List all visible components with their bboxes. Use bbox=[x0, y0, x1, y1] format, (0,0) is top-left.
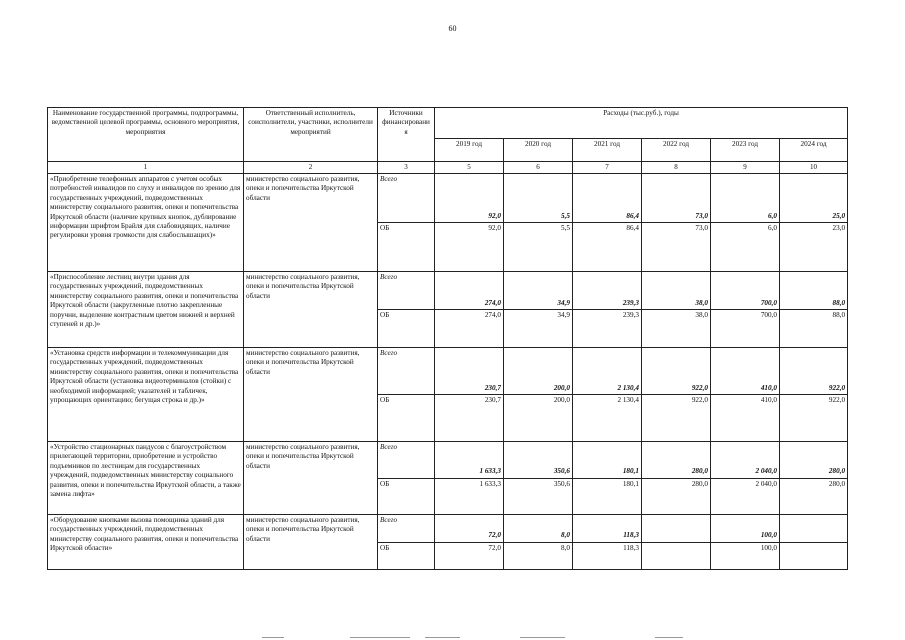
header-year: 2019 год bbox=[435, 139, 504, 162]
program-name: «Установка средств информации и телекоммуникации для государственных учреждений, подведомственных министерству социального развития, опеки и попечительства Иркутской области (установка видеотерминалов (стойки) с необходимой информацией; указателей и табличек, упрощающих ориентацию; бегущая строка и др.)» bbox=[48, 348, 244, 442]
ob-value: 2 040,0 bbox=[711, 478, 780, 515]
ob-value: 92,0 bbox=[435, 223, 504, 272]
total-value: 239,3 bbox=[573, 272, 642, 310]
ob-value bbox=[780, 542, 848, 570]
ob-value: 922,0 bbox=[642, 395, 711, 442]
source-total-label: Всего bbox=[378, 442, 435, 479]
total-value: 25,0 bbox=[780, 174, 848, 223]
total-value: 922,0 bbox=[780, 348, 848, 395]
total-value: 230,7 bbox=[435, 348, 504, 395]
source-ob-label: ОБ bbox=[378, 542, 435, 570]
total-value: 34,9 bbox=[504, 272, 573, 310]
total-value: 280,0 bbox=[780, 442, 848, 479]
program-name: «Устройство стационарных пандусов с благоустройством прилегающей территории, приобретение и устройство подъемников по лестницам для государственных учреждений, подведомственных министерству социального развития, опеки и попечительства Иркутской области, а также замена лифта» bbox=[48, 442, 244, 515]
page-number: 60 bbox=[448, 24, 457, 33]
total-value: 350,6 bbox=[504, 442, 573, 479]
total-value: 72,0 bbox=[435, 515, 504, 543]
total-value: 88,0 bbox=[780, 272, 848, 310]
program-name: «Приобретение телефонных аппаратов с учетом особых потребностей инвалидов по слуху и инвалидов по зрению для государственных учреждений, подведомственных министерству социального развития, опеки и попечительства Иркутской области (наличие крупных кнопок, дублирование информации шрифтом Брайля для слабовидящих, наличие регулировки уровня громкости для слабослышащих)» bbox=[48, 174, 244, 272]
source-total-label: Всего bbox=[378, 515, 435, 543]
source-total-label: Всего bbox=[378, 348, 435, 395]
ob-value: 72,0 bbox=[435, 542, 504, 570]
ob-value: 2 130,4 bbox=[573, 395, 642, 442]
source-ob-label: ОБ bbox=[378, 223, 435, 272]
total-value: 180,1 bbox=[573, 442, 642, 479]
total-value: 1 633,3 bbox=[435, 442, 504, 479]
ob-value: 274,0 bbox=[435, 310, 504, 348]
ob-value: 922,0 bbox=[780, 395, 848, 442]
total-value: 922,0 bbox=[642, 348, 711, 395]
program-responsible: министерство социального развития, опеки и попечительства Иркутской области bbox=[244, 272, 378, 348]
header-index: 8 bbox=[642, 162, 711, 174]
header-index: 7 bbox=[573, 162, 642, 174]
header-index: 6 bbox=[504, 162, 573, 174]
program-responsible: министерство социального развития, опеки и попечительства Иркутской области bbox=[244, 348, 378, 442]
header-year: 2021 год bbox=[573, 139, 642, 162]
ob-value: 118,3 bbox=[573, 542, 642, 570]
ob-value: 280,0 bbox=[642, 478, 711, 515]
header-expenses: Расходы (тыс.руб.), годы bbox=[435, 108, 848, 139]
program-responsible: министерство социального развития, опеки и попечительства Иркутской области bbox=[244, 515, 378, 570]
program-row-total bbox=[48, 272, 848, 310]
ob-value: 6,0 bbox=[711, 223, 780, 272]
header-index: 3 bbox=[378, 162, 435, 174]
total-value: 2 040,0 bbox=[711, 442, 780, 479]
ob-value: 8,0 bbox=[504, 542, 573, 570]
scan-mark bbox=[350, 637, 410, 638]
scan-mark bbox=[425, 637, 460, 638]
total-value: 73,0 bbox=[642, 174, 711, 223]
total-value bbox=[642, 515, 711, 543]
ob-value: 100,0 bbox=[711, 542, 780, 570]
total-value: 92,0 bbox=[435, 174, 504, 223]
source-total-label: Всего bbox=[378, 174, 435, 223]
program-name: «Приспособление лестниц внутри здания для государственных учреждений, подведомственных министерству социального развития, опеки и попечительства Иркутской области (закругленные плотно закрепленные поручни, выделение контрастным цветом нижней и верхней ступеней и др.)» bbox=[48, 272, 244, 348]
ob-value bbox=[642, 542, 711, 570]
source-ob-label: ОБ bbox=[378, 310, 435, 348]
total-value: 200,0 bbox=[504, 348, 573, 395]
program-row-total bbox=[48, 515, 848, 543]
ob-value: 700,0 bbox=[711, 310, 780, 348]
total-value: 274,0 bbox=[435, 272, 504, 310]
budget-body bbox=[48, 174, 848, 570]
program-responsible: министерство социального развития, опеки и попечительства Иркутской области bbox=[244, 174, 378, 272]
header-name: Наименование государственной программы, подпрограммы, ведомственной целевой программы, основного мероприятия, мероприятия bbox=[48, 108, 244, 162]
program-row-total bbox=[48, 174, 848, 223]
ob-value: 23,0 bbox=[780, 223, 848, 272]
scan-mark bbox=[520, 637, 565, 638]
header-index-row bbox=[48, 162, 848, 174]
header-index: 5 bbox=[435, 162, 504, 174]
header-row bbox=[48, 108, 848, 139]
header-year: 2020 год bbox=[504, 139, 573, 162]
ob-value: 180,1 bbox=[573, 478, 642, 515]
total-value: 700,0 bbox=[711, 272, 780, 310]
program-name: «Оборудование кнопками вызова помощника зданий для государственных учреждений, подведомственных министерству социального развития, опеки и попечительства Иркутской области» bbox=[48, 515, 244, 570]
source-total-label: Всего bbox=[378, 272, 435, 310]
ob-value: 410,0 bbox=[711, 395, 780, 442]
ob-value: 1 633,3 bbox=[435, 478, 504, 515]
ob-value: 38,0 bbox=[642, 310, 711, 348]
ob-value: 88,0 bbox=[780, 310, 848, 348]
total-value: 6,0 bbox=[711, 174, 780, 223]
program-row-total bbox=[48, 348, 848, 395]
scan-mark bbox=[262, 637, 284, 638]
ob-value: 280,0 bbox=[780, 478, 848, 515]
total-value: 280,0 bbox=[642, 442, 711, 479]
header-index: 9 bbox=[711, 162, 780, 174]
ob-value: 239,3 bbox=[573, 310, 642, 348]
header-index: 1 bbox=[48, 162, 244, 174]
total-value: 2 130,4 bbox=[573, 348, 642, 395]
ob-value: 350,6 bbox=[504, 478, 573, 515]
header-source: Источники финансировани я bbox=[378, 108, 435, 162]
program-responsible: министерство социального развития, опеки и попечительства Иркутской области bbox=[244, 442, 378, 515]
header-year: 2023 год bbox=[711, 139, 780, 162]
scan-mark bbox=[655, 637, 683, 638]
total-value: 100,0 bbox=[711, 515, 780, 543]
ob-value: 200,0 bbox=[504, 395, 573, 442]
ob-value: 34,9 bbox=[504, 310, 573, 348]
header-index: 10 bbox=[780, 162, 848, 174]
program-row-total bbox=[48, 442, 848, 479]
ob-value: 73,0 bbox=[642, 223, 711, 272]
header-year: 2022 год bbox=[642, 139, 711, 162]
total-value: 38,0 bbox=[642, 272, 711, 310]
source-ob-label: ОБ bbox=[378, 478, 435, 515]
ob-value: 5,5 bbox=[504, 223, 573, 272]
total-value: 86,4 bbox=[573, 174, 642, 223]
total-value bbox=[780, 515, 848, 543]
total-value: 410,0 bbox=[711, 348, 780, 395]
header-year: 2024 год bbox=[780, 139, 848, 162]
total-value: 5,5 bbox=[504, 174, 573, 223]
ob-value: 86,4 bbox=[573, 223, 642, 272]
total-value: 118,3 bbox=[573, 515, 642, 543]
budget-table bbox=[47, 107, 848, 570]
ob-value: 230,7 bbox=[435, 395, 504, 442]
header-index: 2 bbox=[244, 162, 378, 174]
total-value: 8,0 bbox=[504, 515, 573, 543]
header-responsible: Ответственный исполнитель, соисполнители, участники, исполнители мероприятий bbox=[244, 108, 378, 162]
source-ob-label: ОБ bbox=[378, 395, 435, 442]
